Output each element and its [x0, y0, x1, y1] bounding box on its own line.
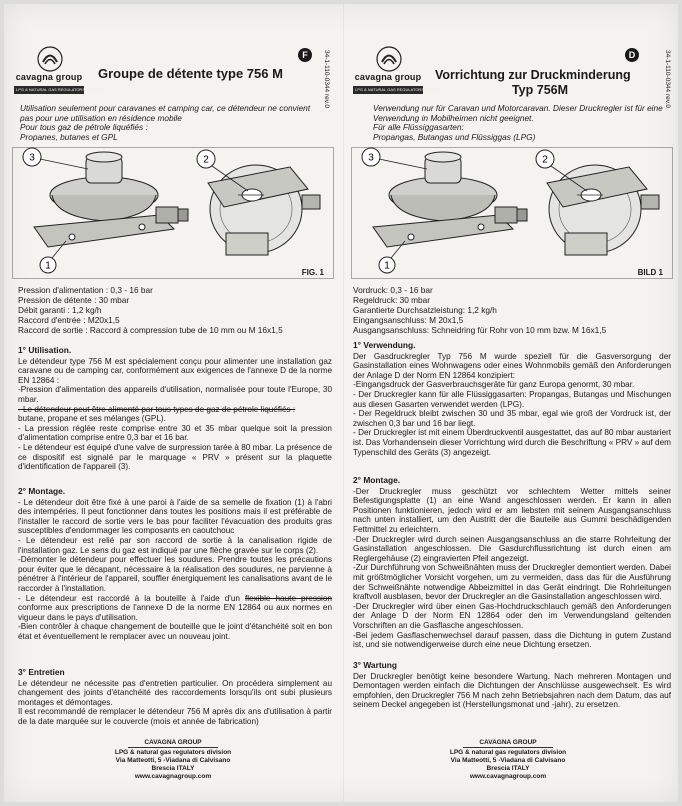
figure-label: BILD 1	[637, 268, 663, 277]
paragraph: - La pression réglée reste comprise entre 30 et 35 mbar quelque soit la pression d'alimentation comprise entre 0,3 bar et 16 bar.	[18, 423, 332, 443]
intro-line: pas pour une utilisation en résidence mobile	[20, 112, 182, 123]
section-wartung	[353, 661, 671, 710]
regulator-drawing	[351, 147, 673, 279]
section-verwendung	[353, 341, 671, 457]
brand-subtitle: LPG & NATURAL GAS REGULATORS DIVISION	[355, 87, 443, 92]
footer-line: LPG & natural gas regulators division	[114, 749, 232, 756]
intro-line: Propangas, Butangas und Flüssiggas (LPG)	[373, 131, 536, 142]
brand-name: cavagna group	[15, 72, 83, 82]
paragraph: -Der Druckregler wird über einen Gas-Hochdruckschlauch gemäß den Anforderungen der Anlage D der Norm EN 12864 oder den im Verwendungsland geltenden Vorschriften an die Gasflasche angeschlossen.	[353, 601, 671, 630]
brand-subtitle: LPG & NATURAL GAS REGULATORS DIVISION	[16, 87, 104, 92]
callout-3: 3	[368, 152, 374, 164]
paragraph: Der Gasdruckregler Typ 756 M wurde speziell für die Gasversorgung der Gasinstallation eines Wohnwagens oder eines Wohnmobils gemäß den Anforderungen der Anlage D der Norm EN 12864 konzipiert:	[353, 351, 671, 380]
spec-line: Vordruck: 0,3 - 16 bar	[353, 285, 433, 295]
spec-line: Raccord de sortie : Raccord à compression tube de 10 mm ou M 16x1,5	[18, 325, 283, 335]
paragraph: - Der Druckregler kann für alle Flüssiggasarten: Propangas, Butangas und Mischungen aus diesen Gasarten verwendet werden (LPG).	[353, 389, 671, 409]
section-heading: 3° Wartung	[353, 660, 397, 670]
spec-line: Eingangsanschluss: M 20x1,5	[353, 315, 464, 325]
footer-line: LPG & natural gas regulators division	[449, 749, 567, 756]
footer-company: CAVAGNA GROUP	[128, 739, 218, 748]
spec-line: Pression de détente : 30 mbar	[18, 295, 130, 305]
intro-line: Verwendung in Mobilheimen nicht geeignet.	[373, 112, 534, 123]
paragraph: -Eingangsdruck der Gasverbrauchsgeräte für ganz Europa genormt, 30 mbar.	[353, 380, 635, 390]
paragraph: -Démonter le détendeur pour effectuer les soudures. Prendre toutes les précautions pour éviter que le décapant, nécessaire à la réalisation des soudures, ne parvienne à pénétrer à l'intérieur de l'appareil, souffler énergiquement les canalisations avant de le raccorder à l'installation.	[18, 555, 332, 593]
regulator-drawing	[12, 147, 334, 279]
brand-name: cavagna group	[354, 72, 422, 82]
intro-line: Pour tous gaz de pétrole liquéfiés :	[20, 122, 148, 133]
intro-line: Propanes, butanes et GPL	[20, 131, 118, 142]
intro-line: Verwendung nur für Caravan und Motorcaravan. Dieser Druckregler ist für eine	[373, 103, 663, 113]
paragraph: - Le détendeur doit être fixé à une paroi à l'aide de sa semelle de fixation (1) à l'abri des intempéries. Il peut fonctionner dans toutes les positions mais il est préférable de l'installer le raccord de sortie vers le bas pour faciliter l'évacuation des produits gras susceptibles d'endommager les composants en caoutchouc	[18, 497, 332, 536]
footer-website: www.cavagnagroup.com	[134, 773, 212, 780]
paragraph: -Zur Durchführung von Schweißnähten muss der Druckregler demontiert werden. Dabei mit größtmöglicher Vorsicht vorgehen, um zu vermeiden, dass das für die Ausführung der Schweißnähte notwendige Abbeizmittel in das Gerät eindringt. Die Rohrleitungen kraftvoll ausblasen, bevor der Druckregler an die Gasinstallation angeschlossen wird.	[353, 563, 671, 602]
logo-mark-icon	[37, 46, 63, 72]
section-utilisation	[18, 346, 332, 472]
callout-1: 1	[45, 260, 51, 272]
section-heading: 1° Utilisation.	[18, 345, 72, 355]
spec-line: Regeldruck: 30 mbar	[353, 295, 431, 305]
paragraph: - Der Regeldruck bleibt zwischen 30 und 35 mbar, egal wie groß der Vordruck ist, der zwischen 0,3 bar und 16 bar liegt.	[353, 409, 671, 428]
callout-2: 2	[542, 154, 548, 166]
regulator-figure	[351, 147, 673, 279]
footer-line: Brescia ITALY	[151, 765, 195, 772]
intro-line: Für alle Flüssiggasarten:	[373, 122, 464, 133]
paragraph: Il est recommandé de remplacer le détendeur 756 M après dix ans d'utilisation à partir de la date marquée sur le couvercle (mois et année de fabrication)	[18, 707, 332, 726]
spec-line: Garantierte Durchsatzleistung: 1,2 kg/h	[353, 305, 497, 315]
section-montage	[18, 487, 332, 642]
paragraph: Le détendeur ne nécessite pas d'entretien particulier. On procédera simplement au changement des joints d'étanchéité des raccordements lorsqu'ils ont subi plusieurs montages et démontages.	[18, 678, 332, 707]
page-title: Groupe de détente type 756 M	[98, 66, 283, 81]
spec-line: Ausgangsanschluss: Schneidring für Rohr von 10 mm bzw. M 16x1,5	[353, 325, 607, 335]
regulator-figure	[12, 147, 334, 279]
section-entretien	[18, 668, 332, 727]
footer-line: Via Matteotti, 5 -Viadana di Calvisano	[115, 757, 231, 764]
struck-text: flexible haute pression	[244, 593, 332, 603]
paragraph: -Pression d'alimentation des appareils d'utilisation, normalisée pour toute l'Europe, 30 mbar.	[18, 385, 332, 404]
section-montage	[353, 476, 671, 650]
specifications	[353, 285, 663, 335]
section-heading: 3° Entretien	[18, 667, 65, 677]
intro-line: Utilisation seulement pour caravanes et camping car, ce détendeur ne convient	[20, 103, 311, 113]
intro-text	[20, 104, 320, 142]
company-footer	[433, 739, 583, 781]
paragraph: Le détendeur type 756 M est spécialement conçu pour alimenter une installation gaz caravane ou de camping car, conformément aux exigences de l'annexe D de la norme EN 12864 :	[18, 356, 332, 385]
page-title	[435, 68, 645, 98]
specifications	[18, 285, 328, 335]
document-reference: 34-1-110-0344 rev.0	[664, 50, 671, 108]
text-span: conforme aux prescriptions de l'annexe D de la norme EN 12864 ou aux normes en vigueur dans le pays d'utilisation.	[18, 603, 332, 622]
callout-2: 2	[203, 154, 209, 166]
spec-line: Débit garanti : 1,2 kg/h	[18, 305, 102, 315]
footer-line: Brescia ITALY	[486, 765, 530, 772]
section-heading: 2° Montage.	[18, 486, 66, 496]
spec-line: Pression d'alimentation : 0,3 - 16 bar	[18, 285, 153, 295]
page-fold	[343, 4, 345, 802]
footer-line: Via Matteotti, 5 -Viadana di Calvisano	[450, 757, 566, 764]
spec-line: Raccord d'entrée : M20x1,5	[18, 315, 120, 325]
german-column	[349, 4, 674, 802]
struck-text: - Le détendeur peut être alimenté par tous types de gaz de pétrole liquéfiés :	[18, 404, 296, 414]
paragraph: - Le détendeur est relié par son raccord de sortie à la canalisation rigide de l'installation gaz. Le sens du gaz est indiqué par une flèche gravée sur le corps (2).	[18, 535, 332, 555]
language-badge: F	[298, 48, 312, 62]
callout-1: 1	[384, 260, 390, 272]
paragraph	[18, 594, 332, 623]
section-heading: 1° Verwendung.	[353, 340, 416, 350]
paragraph	[18, 405, 332, 424]
figure-label: FIG. 1	[301, 268, 324, 277]
paragraph: -Der Druckregler muss geschützt vor schlechtem Wetter mittels seiner Befestigungsplatte (1) an eine Wand angeschlossen werden. Er kann in allen Positionen funktionieren, jedoch wird er am liebsten mit seinem Ausgangsanschluss nach unten installiert, um den Austritt der die Bauteile aus Gummi beschädigenden Fettmittel zu erleichtern.	[353, 486, 671, 534]
paragraph: - Le détendeur est équipé d'une valve de surpression tarée à 80 mbar. La présence de ce dispositif est signalé par le marquage « PRV » présent sur la plaquette d'identification de l'appareil (3).	[18, 442, 332, 472]
title-line-2: Typ 756M	[511, 83, 569, 97]
paragraph: Der Druckregler benötigt keine besondere Wartung. Nach mehreren Montagen und Demontagen werden einfach die Dichtungen der Anschlüsse ausgewechselt. Es wird empfohlen, den Druckregler 756 M nach zehn Betriebsjahren nach dem Datum, das auf seinem Deckel angegeben ist (Herstellungsmonat und -jahr), zu ersetzen.	[353, 671, 671, 710]
title-line-1: Vorrichtung zur Druckminderung	[435, 68, 631, 82]
cavagna-logo	[14, 46, 104, 104]
language-badge: D	[625, 48, 639, 62]
cavagna-logo	[353, 46, 443, 104]
paragraph: -Bei jedem Gasflaschenwechsel darauf passen, dass die Dichtung in gutem Zustand ist, und sie notwendigerweise durch eine neue Dichtung ersetzen.	[353, 630, 671, 650]
text-span: - Le détendeur est raccordé à la bouteille à l'aide d'un	[18, 593, 245, 603]
company-footer	[98, 739, 248, 781]
document-reference: 34-1-110-0344 rev.0	[323, 50, 330, 108]
paragraph: - Der Druckregler ist mit einem Überdruckventil ausgestattet, das auf 80 mbar austariert ist. Das Vorhandensein dieser Vorrichtung wird durch die Beschriftung « PRV » auf dem Typenschild des Geräts (3) angezeigt.	[353, 428, 671, 457]
paragraph: -Bien contrôler à chaque changement de bouteille que le joint d'étanchéité soit en bon état et éventuellement le remplacer avec un nouveau joint.	[18, 622, 332, 641]
logo-mark-icon	[376, 46, 402, 72]
footer-website: www.cavagnagroup.com	[469, 773, 547, 780]
footer-company: CAVAGNA GROUP	[463, 739, 553, 748]
section-heading: 2° Montage.	[353, 475, 401, 485]
french-column	[10, 4, 335, 802]
document-sheet	[4, 4, 678, 802]
paragraph: -Der Druckregler wird durch seinen Ausgangsanschluss an die starre Rohrleitung der Gasinstallation angeschlossen. Die Gasdurchflussrichtung ist durch einen am Reglergehäuse (2) eingravierten Pfeil angezeigt.	[353, 534, 671, 563]
intro-text	[373, 104, 663, 142]
callout-3: 3	[29, 152, 35, 164]
text-span: butane, propane et ses mélanges (GPL).	[18, 414, 166, 424]
